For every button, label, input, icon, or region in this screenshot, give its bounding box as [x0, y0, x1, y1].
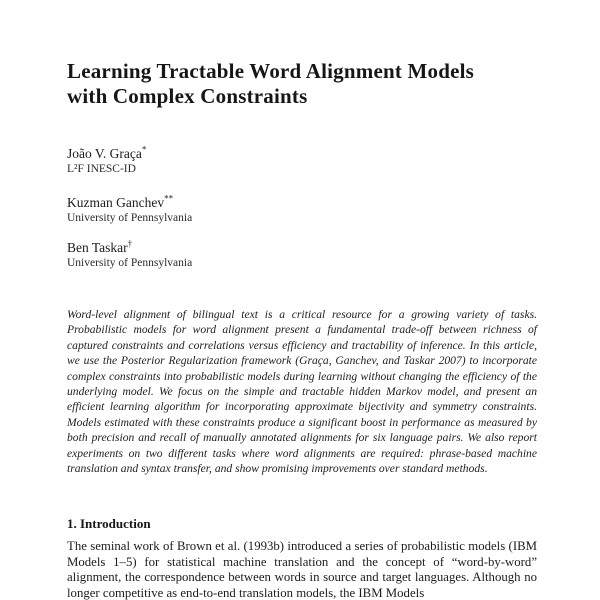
author-name-text: Kuzman Ganchev — [67, 195, 165, 210]
abstract-text: Word-level alignment of bilingual text is a critical resource for a growing variety of tasks. Probabilistic models for word alignment present a fundamental trade-off between richness of captured constraints and correlations versus efficiency and tractability of inference. In this article, we use the Posterior Regularization framework (Graça, Ganchev, and Taskar 2007) to incorporate complex constraints into probabilistic models during learning without changing the efficiency of the underlying model. We focus on the simple and tractable hidden Markov model, and present an efficient learning algorithm for incorporating approximate bijectivity and symmetry constraints. Models estimated with these constraints produce a significant boost in performance as measured by both precision and recall of manually annotated alignments for six language pairs. We also report experiments on two different tasks where word alignments are required: phrase-based machine translation and syntax transfer, and show promising improvements over standard methods. — [67, 308, 537, 476]
paper-title-line-1: Learning Tractable Word Alignment Models — [67, 59, 475, 83]
author-block-2 — [67, 195, 537, 225]
author-block-1 — [67, 146, 537, 176]
author-footnote-marker: † — [127, 238, 133, 249]
author-footnote-marker: * — [141, 144, 147, 155]
paper-title — [67, 59, 547, 109]
author-name — [67, 240, 537, 256]
author-name — [67, 195, 537, 211]
section-heading: 1. Introduction — [67, 516, 151, 531]
author-affiliation: University of Pennsylvania — [67, 257, 193, 269]
author-block-3 — [67, 240, 537, 270]
author-name — [67, 146, 537, 162]
author-name-text: Ben Taskar — [67, 240, 128, 255]
author-affiliation: University of Pennsylvania — [67, 212, 193, 224]
author-footnote-marker: ** — [164, 193, 174, 204]
author-affiliation: L²F INESC-ID — [67, 163, 136, 175]
paper-title-line-2: with Complex Constraints — [67, 84, 308, 108]
intro-paragraph: The seminal work of Brown et al. (1993b) introduced a series of probabilistic models (IBM Models 1–5) for statistical machine translation and the concept of “word-by-word” alignment, the correspondence between words in source and target languages. Although no longer competitive as end-to-end translation models, the IBM Models — [67, 539, 537, 600]
author-name-text: João V. Graça — [67, 146, 142, 161]
